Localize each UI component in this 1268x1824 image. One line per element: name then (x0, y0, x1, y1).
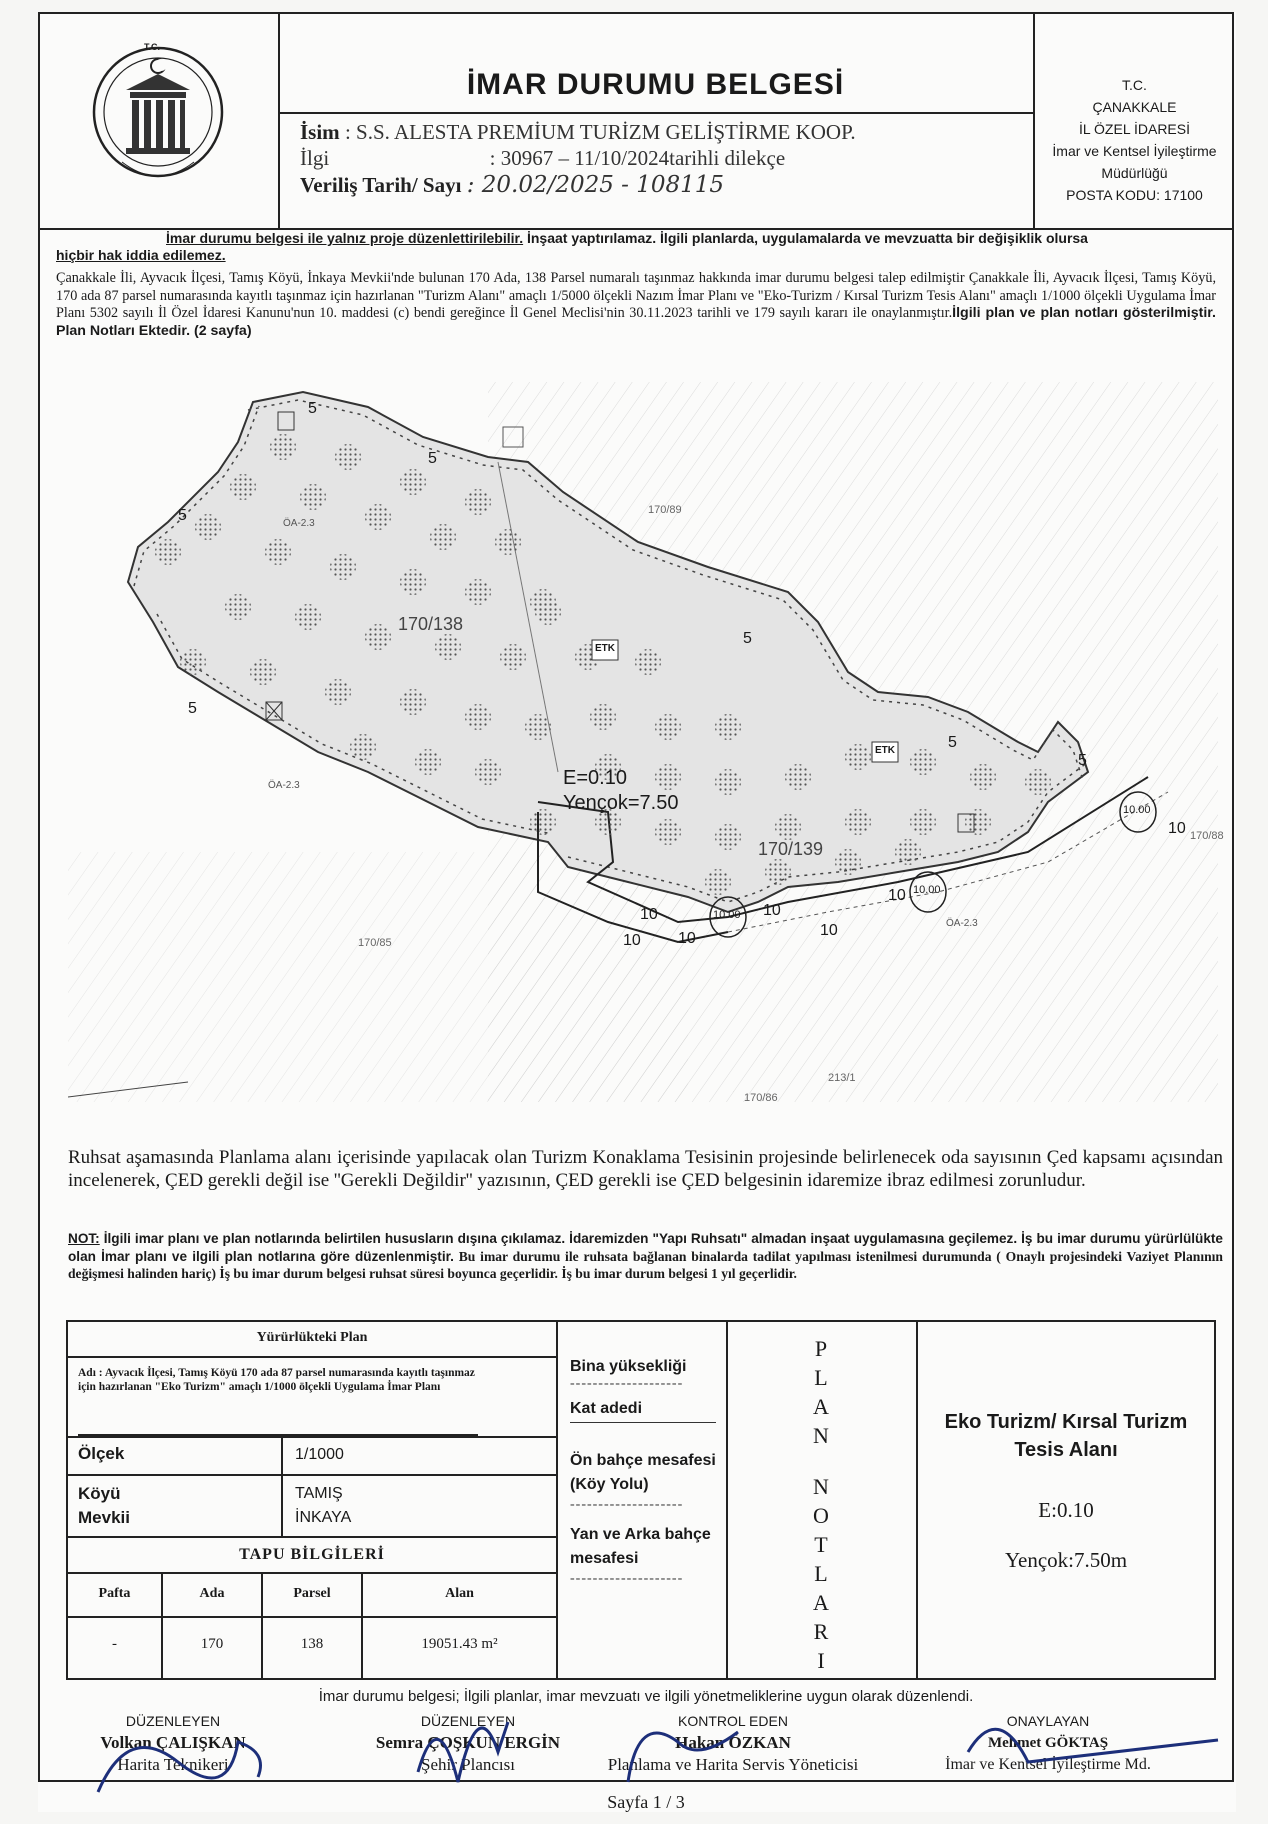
plan-notes-letter: P (814, 1336, 828, 1361)
plan-notes-letter: T (814, 1532, 828, 1557)
setback-5-b: 5 (428, 450, 437, 467)
notice-line2: hiçbir hak iddia edilemez. (56, 247, 226, 263)
plan-notes-letter: A (813, 1394, 829, 1419)
signer-4-title: İmar ve Kentsel İyileştirme Md. (945, 1756, 1151, 1773)
name-row (300, 120, 856, 145)
signer-4-role: ONAYLAYAN (1006, 1713, 1090, 1729)
criteria-side-rear-setback: Yan ve Arka bahçe mesafesi (570, 1526, 711, 1567)
zoning-summary-table (66, 1320, 1216, 1680)
signer-2-name: Semra ÇOŞKUN ERGİN (375, 1733, 561, 1752)
parcel-label-88: 170/88 (1190, 830, 1224, 842)
setback-5-e: 5 (948, 734, 957, 751)
intro-text: Çanakkale İli, Ayvacık İlçesi, Tamış Köyü, İnkaya Mevkii'nde bulunan 170 Ada, 138 Parsel numaralı taşınmaz hakkında imar durumu belgesi talep edilmiştir Çanakkale İli, Ayvacık İlçesi, Tamış Köyü, 170 ada 87 parsel numarasında kayıtlı taşınmaz için hazırlanan "Turizm Alanı" amaçlı 1/5000 ölçekli Nazım İmar Planı ve "Eko-Turizm / Kırsal Turizm Tesis Alanı" amaçlı 1/1000 ölçekli Uygulama İmar Planı 5302 sayılı İl Özel İdaresi Kanunu'nun 10. maddesi (c) bendi gereğince İl Genel Meclisi'nin 30.11.2023 tarihli ve 179 sayılı kararı ile onaylanmıştır. (56, 270, 1216, 321)
notice-rest: İnşaat yaptırılamaz. İlgili planlarda, uygulamalarda ve mevzuatta bir değişiklik olursa (523, 230, 1088, 246)
setback-10-f: 10 (678, 930, 696, 947)
zone-name: Eko Turizm/ Kırsal Turizm Tesis Alanı (944, 1411, 1188, 1461)
deed-sheet-value: - (68, 1618, 163, 1678)
parcel-label-213: 213/1 (828, 1072, 856, 1084)
deed-header: TAPU BİLGİLERİ (68, 1538, 556, 1574)
note-text-2: Bu imar durumu ile ruhsata bağlanan binalarda tadilat yapılması istenilmesi durumunda ( Onaylı projesindeki Vaziyet Planının değişmesi halinden hariç) İş bu imar durum belgesi ruhsat süresi boyunca geçerlidir. İş bu imar durum belgesi 1 yıl geçerlidir. (68, 1248, 1223, 1281)
village-value: TAMIŞ (295, 1485, 343, 1502)
document-page (38, 12, 1236, 1812)
parcel-label-86: 170/86 (744, 1092, 778, 1104)
road-badge-a: 10.00 (713, 909, 741, 921)
deed-area-value: 19051.43 m² (421, 1636, 498, 1652)
date-row (300, 172, 724, 198)
setback-5-a: 5 (308, 400, 317, 417)
note-label: NOT: (68, 1231, 100, 1246)
page-number: Sayfa 1 / 3 (607, 1792, 685, 1812)
criteria-dash-2: -------------------- (570, 1497, 684, 1512)
ref-value: : 30967 – 11/10/2024tarihli dilekçe (489, 146, 786, 170)
plan-notes-letter: R (813, 1619, 829, 1644)
deed-parcel-value: 138 (263, 1618, 363, 1678)
setback-10-b: 10 (763, 902, 781, 919)
logo-tc-text: T.C. (144, 42, 161, 52)
plan-notes-letter: L (814, 1365, 828, 1390)
height-label: Yençok=7.50 (563, 792, 679, 814)
ced-requirement-paragraph: Ruhsat aşamasında Planlama alanı içerisinde yapılacak olan Turizm Konaklama Tesisinin projesinde belirlenecek oda sayısının Çed kapsamı açısından incelenerek, ÇED gerekli değil ise ''Gerekli Değildir'' yazısının, ÇED gerekli ise ÇED belgesinin idaremize ibraz edilmesi zorunludur. (68, 1147, 1223, 1191)
signer-4-name: Mehmet GÖKTAŞ (987, 1735, 1109, 1751)
intro-bold-tail: İlgili plan ve plan notları gösterilmiştir. Plan Notları Ektedir. (2 sayfa) (56, 305, 1216, 339)
name-value: : S.S. ALESTA PREMİUM TURİZM GELİŞTİRME KOOP. (344, 120, 856, 144)
coefficient-label: E=0.10 (563, 767, 627, 789)
issuer-line-2: İL ÖZEL İDARESİ (1079, 121, 1190, 137)
plan-notes-letter: O (813, 1503, 829, 1528)
title-cell (278, 12, 1033, 228)
plan-notes-column (728, 1322, 918, 1678)
plan-block (68, 1322, 558, 1678)
notice-text (56, 230, 1216, 264)
location-label: Mevkii (78, 1508, 130, 1527)
zoning-map (68, 382, 1224, 1112)
setback-5-d: 5 (743, 630, 752, 647)
deed-col-sheet: Pafta (68, 1574, 163, 1618)
deed-block-value: 170 (163, 1618, 263, 1678)
parcel-label-139: 170/139 (758, 839, 824, 859)
setback-5-f: 5 (188, 700, 197, 717)
zone-label-b: ÖA-2.3 (268, 780, 300, 791)
plan-header: Yürürlükteki Plan (68, 1322, 556, 1358)
footer-statement: İmar durumu belgesi; İlgili planlar, imar mevzuatı ve ilgili yönetmeliklerine uygun olarak düzenlendi. (318, 1688, 974, 1705)
zoning-map-drawing (68, 382, 1218, 1112)
signer-1-name: Volkan ÇALIŞKAN (100, 1733, 246, 1752)
village-location-values (283, 1476, 556, 1538)
signer-3-role: KONTROL EDEN (678, 1713, 788, 1729)
ref-row (300, 146, 785, 171)
setback-5-c: 5 (178, 507, 187, 524)
zone-result-block (918, 1322, 1214, 1678)
village-label: Köyü (78, 1484, 121, 1503)
issuer-line-3: İmar ve Kentsel İyileştirme (1052, 143, 1217, 159)
road-badge-b: 10.00 (913, 884, 941, 896)
parcel-label-89: 170/89 (648, 504, 682, 516)
etk-label-b: ETK (875, 745, 895, 756)
parcel-label-138: 170/138 (398, 614, 464, 634)
setback-5-g: 5 (1078, 752, 1087, 769)
issuer-line-4: Müdürlüğü (1101, 165, 1168, 181)
scale-value: 1/1000 (283, 1436, 556, 1476)
issuer-cell (1033, 12, 1234, 228)
issuer-line-0: T.C. (1122, 77, 1147, 93)
plan-notes-letter: A (813, 1590, 829, 1615)
setback-10-d: 10 (1168, 820, 1186, 837)
intro-paragraph (56, 270, 1216, 340)
zone-max-height: Yençok:7.50m (1004, 1548, 1128, 1572)
criteria-front-setback: Ön bahçe mesafesi (Köy Yolu) (570, 1452, 716, 1493)
note-paragraph (68, 1230, 1223, 1283)
plan-notes-vertical-text (728, 1334, 914, 1675)
etk-label-a: ETK (595, 643, 615, 654)
note-text-1: İlgili imar planı ve plan notlarında belirtilen hususların dışına çıkılamaz. İdaremizden "Yapı Ruhsatı" almadan inşaat uygulamasına geçilemez. İş bu imar durumu yürürlülükte olan İmar planı ve ilgili plan notlarına göre düzenlenmiştir. (68, 1231, 1223, 1264)
plan-notes-letter: L (814, 1561, 828, 1586)
signer-2-title: Şehir Plancısı (421, 1755, 515, 1774)
notice-underlined: İmar durumu belgesi ile yalnız proje düzenlettirilebilir. (166, 230, 524, 246)
parcel-label-85: 170/85 (358, 937, 392, 949)
signer-1-role: DÜZENLEYEN (125, 1713, 221, 1729)
village-location-labels (68, 1476, 283, 1538)
scale-label: Ölçek (68, 1436, 283, 1476)
ref-label: İlgi (300, 146, 330, 170)
signer-2-role: DÜZENLEYEN (420, 1713, 516, 1729)
header (38, 12, 1234, 230)
plan-notes-letter: N (813, 1474, 829, 1499)
setback-10-a: 10 (640, 906, 658, 923)
signer-1-title: Harita Teknikeri (117, 1755, 229, 1774)
title-divider (278, 112, 1033, 114)
criteria-building-height: Bina yüksekliği (570, 1358, 687, 1375)
deed-col-area: Alan (363, 1574, 556, 1618)
signer-3-name: Hakan ÖZKAN (675, 1733, 791, 1752)
deed-col-parcel: Parsel (263, 1574, 363, 1618)
plan-name: Adı : Ayvacık İlçesi, Tamış Köyü 170 ada 87 parsel numarasında kayıtlı taşınmaz için hazırlanan "Eko Turizm" amaçlı 1/1000 ölçekli Uygulama İmar Planı (78, 1366, 478, 1436)
setback-10-c: 10 (888, 887, 906, 904)
issuer-line-1: ÇANAKKALE (1092, 99, 1177, 115)
plan-notes-letter (728, 1450, 914, 1472)
plan-notes-letter: I (817, 1648, 825, 1673)
criteria-dash-1: -------------------- (570, 1376, 684, 1391)
date-label: Veriliş Tarih/ Sayı (300, 173, 462, 197)
signer-3-title: Planlama ve Harita Servis Yöneticisi (607, 1755, 859, 1774)
criteria-block (558, 1322, 728, 1678)
criteria-floor-count: Kat adedi (570, 1400, 716, 1423)
issuer-postal-code: POSTA KODU: 17100 (1066, 187, 1203, 203)
deed-col-block: Ada (163, 1574, 263, 1618)
name-label: İsim (300, 120, 340, 144)
zone-coefficient: E:0.10 (1038, 1498, 1094, 1522)
document-title: İMAR DURUMU BELGESİ (466, 68, 845, 101)
zone-label-c: ÖA-2.3 (946, 918, 978, 929)
setback-10-g: 10 (820, 922, 838, 939)
criteria-dash-3: -------------------- (570, 1571, 684, 1586)
location-value: İNKAYA (295, 1509, 352, 1526)
date-value: : 20.02/2025 - 108115 (466, 172, 725, 198)
plan-notes-letter: N (813, 1423, 829, 1448)
road-badge-c: 10.00 (1123, 804, 1151, 816)
zone-label-a: ÖA-2.3 (283, 518, 315, 529)
logo-cell (38, 12, 280, 228)
setback-10-e: 10 (623, 932, 641, 949)
